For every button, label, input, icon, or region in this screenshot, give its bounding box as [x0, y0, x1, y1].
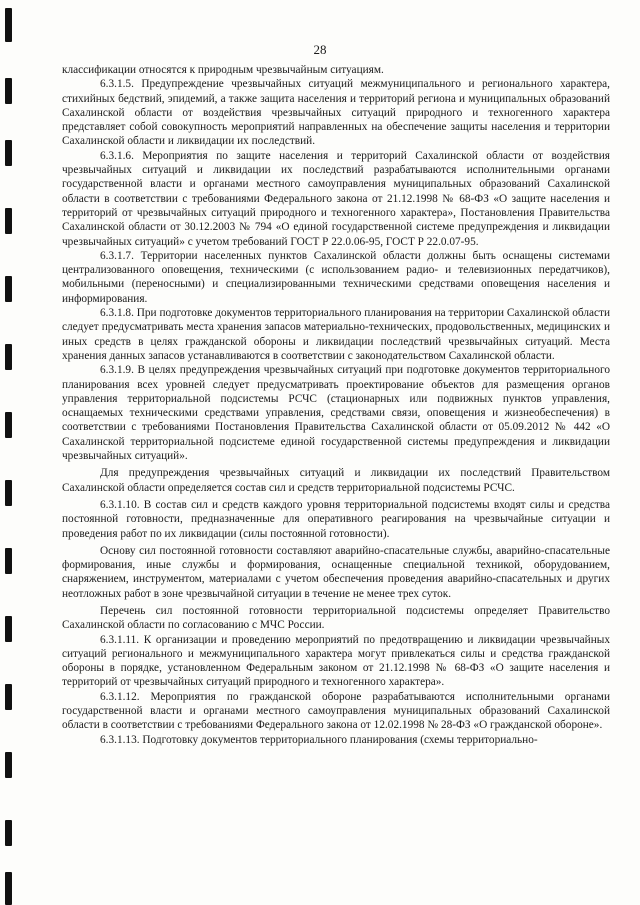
binding-mark [5, 752, 12, 778]
paragraph: 6.3.1.10. В состав сил и средств каждого уровня территориальной подсистемы входят силы и средства постоянной готовности, предназначенные для оперативного реагирования на чрезвычайные ситуации и проведения работ по их ликвидации (силы постоянной готовности). [62, 498, 610, 540]
paragraph: 6.3.1.11. К организации и проведению мероприятий по предотвращению и ликвидации чрезвычайных ситуаций регионального и межмуниципального характера могут привлекаться силы и средства гражданской обороны в порядке, установленном Федеральным законом от 21.12.1998 № 68-ФЗ «О защите населения и территорий от чрезвычайных ситуаций природного и техногенного характера». [62, 633, 610, 689]
binding-mark [5, 684, 12, 710]
paragraph: Основу сил постоянной готовности составляют аварийно-спасательные службы, аварийно-спасательные формирования, иные службы и формирования, оснащенные специальной техникой, оборудованием, снаряжением, инструментом, материалами с учетом обеспечения проведения аварийно-спасательных и других неотложных работ в зоне чрезвычайной ситуации в течение не менее трех суток. [62, 544, 610, 600]
paragraph: 6.3.1.9. В целях предупреждения чрезвычайных ситуаций при подготовке документов территориального планирования всех уровней следует предусматривать проектирование объектов для размещения органов управления территориальной подсистемы РСЧС (стационарных или подвижных пунктов управления, оснащаемых техническими средствами управления, средствами связи, оповещения и жизнеобеспечения) в соответствии с требованиями Постановления Правительства Сахалинской области от 05.09.2012 № 442 «О Сахалинской территориальной подсистеме единой государственной системы предупреждения и ликвидации чрезвычайных ситуаций». [62, 364, 610, 463]
binding-mark [5, 616, 12, 642]
binding-mark [5, 480, 12, 506]
paragraph: 6.3.1.5. Предупреждение чрезвычайных ситуаций межмуниципального и регионального характера, стихийных бедствий, эпидемий, а также защита населения и территорий региона и муниципальных образований Сахалинской области от воздействия чрезвычайных ситуаций природного и техногенного характера представляет собой совокупность мероприятий направленных на обеспечение защиты населения и территории Сахалинской области и ликвидации их последствий. [62, 78, 610, 148]
paragraph: Для предупреждения чрезвычайных ситуаций и ликвидации их последствий Правительством Сахалинской области определяется состав сил и средств территориальной подсистемы РСЧС. [62, 467, 610, 494]
binding-mark [5, 872, 12, 905]
paragraph: 6.3.1.6. Мероприятия по защите населения и территорий Сахалинской области от воздействия чрезвычайных ситуаций и ликвидации их последствий разрабатываются исполнительными органами государственной власти и органами местного самоуправления муниципальных образований Сахалинской области в соответствии с требованиями Федерального закона от 21.12.1998 № 68-ФЗ «О защите населения и территорий от чрезвычайных ситуаций природного и техногенного характера», Постановления Правительства Сахалинской области от 30.12.2003 № 794 «О единой государственной системе предупреждения и ликвидации чрезвычайных ситуаций» с учетом требований ГОСТ Р 22.0.06-95, ГОСТ Р 22.0.07-95. [62, 149, 610, 248]
binding-marks [0, 0, 20, 905]
binding-mark [5, 8, 12, 42]
paragraph: классификации относятся к природным чрезвычайным ситуациям. [62, 64, 384, 76]
binding-mark [5, 78, 12, 104]
binding-mark [5, 412, 12, 438]
paragraph: 6.3.1.12. Мероприятия по гражданской обороне разрабатываются исполнительными органами государственной власти и органами местного самоуправления муниципальных образований Сахалинской области в соответствии с требованиями Федерального закона от 12.02.1998 № 28-ФЗ «О гражданской обороне». [62, 690, 610, 732]
binding-mark [5, 140, 12, 166]
binding-mark [5, 344, 12, 370]
page-number: 28 [313, 42, 327, 57]
paragraph: 6.3.1.13. Подготовку документов территориального планирования (схемы территориально- [100, 733, 538, 746]
paragraph: 6.3.1.8. При подготовке документов территориального планирования на территории Сахалинской области следует предусматривать места хранения запасов материально-технических, продовольственных, медицинских и иных средств в целях гражданской обороны и ликвидации последствий чрезвычайных ситуаций. Места хранения данных запасов устанавливаются в соответствии с законодательством Сахалинской области. [62, 307, 610, 362]
binding-mark [5, 208, 12, 234]
binding-mark [5, 820, 12, 846]
binding-mark [5, 276, 12, 302]
paragraph: Перечень сил постоянной готовности территориальной подсистемы определяет Правительство Сахалинской области по согласованию с МЧС России. [62, 604, 610, 632]
binding-mark [5, 548, 12, 574]
document-body [62, 63, 610, 747]
paragraph: 6.3.1.7. Территории населенных пунктов Сахалинской области должны быть оснащены системами централизованного оповещения, техническими (с использованием радио- и телевизионных передатчиков), мобильными (переносными) и специализированными техническими средствами оповещения населения и информирования. [62, 249, 610, 305]
